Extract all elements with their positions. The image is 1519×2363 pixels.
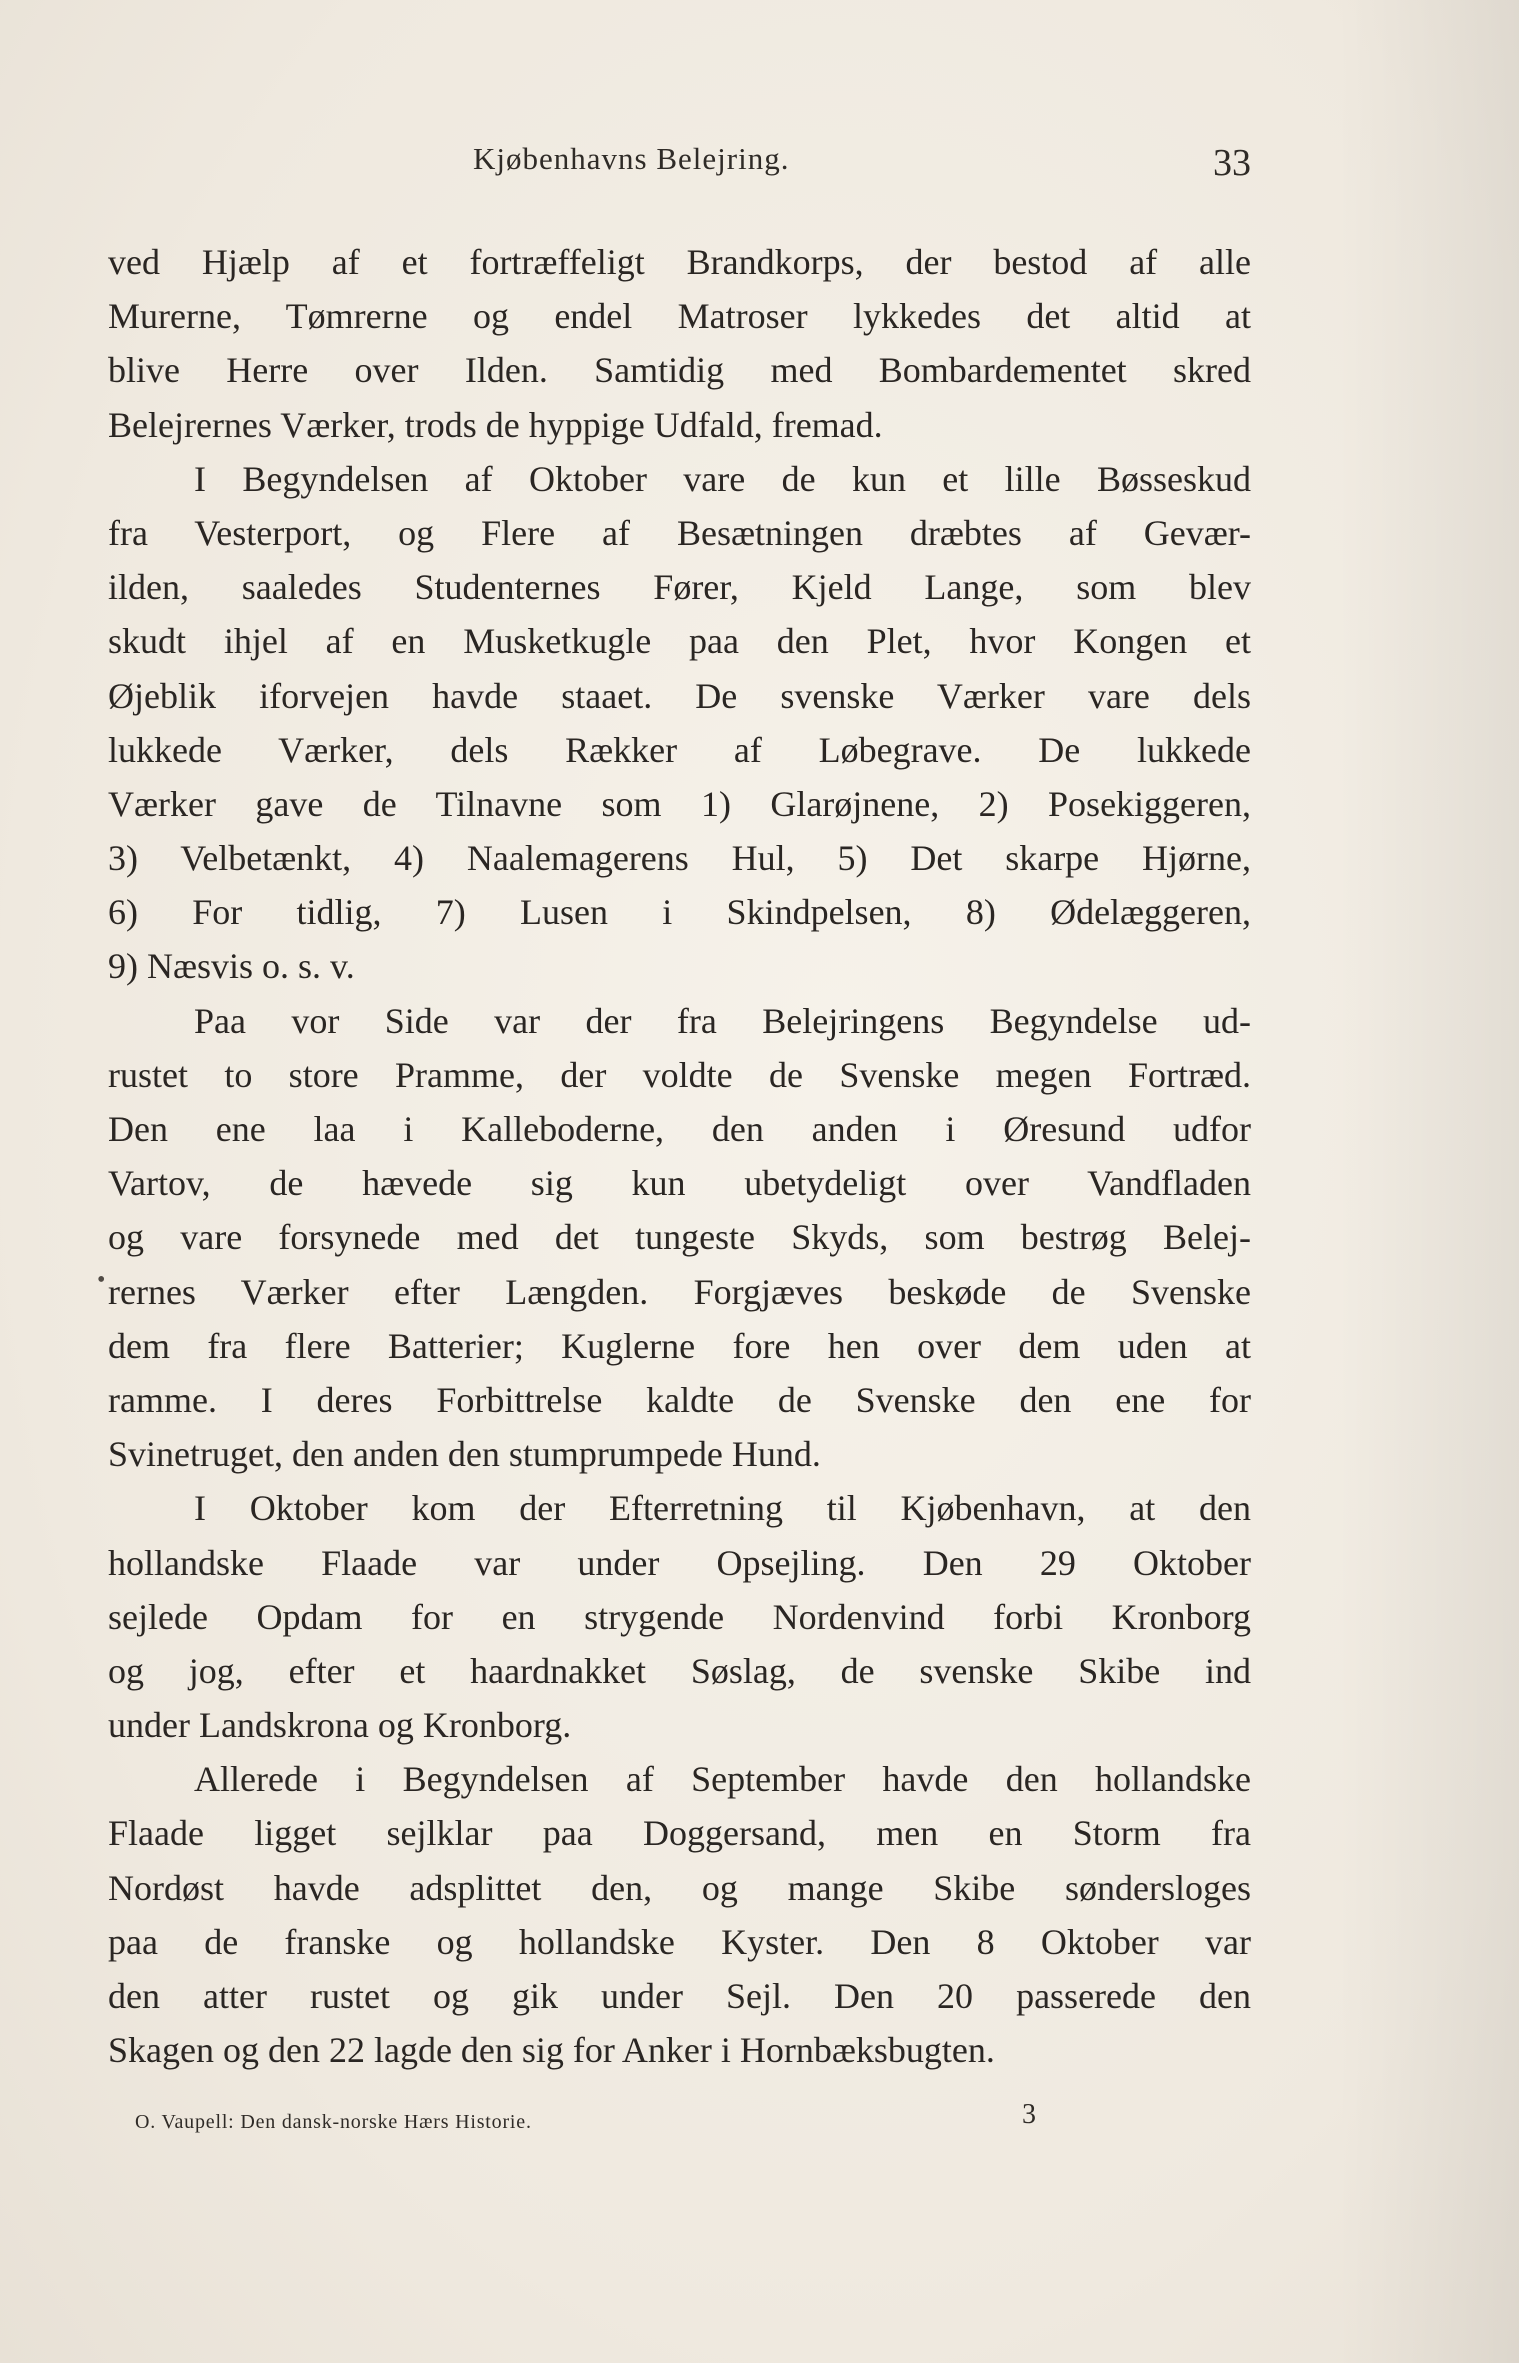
text-line: under Landskrona og Kronborg. — [108, 1705, 572, 1746]
text-line: Belejrernes Værker, trods de hyppige Udfald, fremad. — [108, 404, 883, 445]
text-line: Øjeblik iforvejen havde staaet. De svenske Værker vare dels — [108, 675, 1251, 716]
text-line: fra Vesterport, og Flere af Besætningen dræbtes af Gevær- — [108, 512, 1251, 553]
text-line: ramme. I deres Forbittrelse kaldte de Svenske den ene for — [108, 1379, 1251, 1420]
text-line: ilden, saaledes Studenternes Fører, Kjeld Lange, som blev — [108, 567, 1251, 608]
text-line: og vare forsynede med det tungeste Skyds, som bestrøg Belej- — [108, 1217, 1251, 1258]
text-line: Den ene laa i Kalleboderne, den anden i Øresund udfor — [108, 1109, 1251, 1149]
text-line: 6) For tidlig, 7) Lusen i Skindpelsen, 8) Ødelæggeren, — [108, 892, 1251, 933]
text-line: den atter rustet og gik under Sejl. Den 20 passerede den — [108, 1976, 1251, 2016]
page-header — [108, 141, 1251, 191]
text-line: Skagen og den 22 lagde den sig for Anker i Hornbæksbugten. — [108, 2030, 995, 2071]
footer-note: O. Vaupell: Den dansk-norske Hærs Historie. — [135, 2111, 532, 2133]
text-line: dem fra flere Batterier; Kuglerne fore hen over dem uden at — [108, 1325, 1251, 1366]
text-line: og jog, efter et haardnakket Søslag, de svenske Skibe ind — [108, 1650, 1251, 1691]
text-line: Murerne, Tømrerne og endel Matroser lykkedes det altid at — [108, 296, 1251, 337]
margin-dot-icon: • — [97, 1267, 106, 1293]
text-line: Værker gave de Tilnavne som 1) Glarøjnene, 2) Posekiggeren, — [108, 783, 1251, 824]
text-line: Vartov, de hævede sig kun ubetydeligt over Vandfladen — [108, 1163, 1251, 1204]
text-line: blive Herre over Ilden. Samtidig med Bombardementet skred — [108, 350, 1251, 391]
text-line: Nordøst havde adsplittet den, og mange Skibe søndersloges — [108, 1867, 1251, 1908]
text-line: 3) Velbetænkt, 4) Naalemagerens Hul, 5) Det skarpe Hjørne, — [108, 838, 1251, 879]
paragraph-start-line: I Oktober kom der Efterretning til Kjøbenhavn, at den — [194, 1488, 1251, 1529]
text-line: rernes Værker efter Længden. Forgjæves beskøde de Svenske — [108, 1271, 1251, 1312]
text-line: paa de franske og hollandske Kyster. Den 8 Oktober var — [108, 1921, 1251, 1962]
text-line: lukkede Værker, dels Rækker af Løbegrave. De lukkede — [108, 729, 1251, 770]
paragraph-start-line: Paa vor Side var der fra Belejringens Begyndelse ud- — [194, 1000, 1251, 1041]
running-head: Kjøbenhavns Belejring. — [473, 141, 790, 176]
text-line: hollandske Flaade var under Opsejling. Den 29 Oktober — [108, 1542, 1251, 1583]
page-number: 33 — [1213, 142, 1251, 184]
text-line: Svinetruget, den anden den stumprumpede Hund. — [108, 1434, 821, 1475]
text-line: skudt ihjel af en Musketkugle paa den Plet, hvor Kongen et — [108, 621, 1251, 662]
text-line: ved Hjælp af et fortræffeligt Brandkorps, der bestod af alle — [108, 242, 1251, 282]
text-line: sejlede Opdam for en strygende Nordenvind forbi Kronborg — [108, 1596, 1251, 1637]
paragraph-start-line: Allerede i Begyndelsen af September havde den hollandske — [194, 1759, 1251, 1800]
text-line: rustet to store Pramme, der voldte de Svenske megen Fortræd. — [108, 1054, 1251, 1095]
text-line: 9) Næsvis o. s. v. — [108, 946, 355, 987]
body-text — [108, 235, 1251, 2077]
text-line: Flaade ligget sejlklar paa Doggersand, men en Storm fra — [108, 1813, 1251, 1854]
signature-mark: 3 — [1022, 2099, 1036, 2130]
paragraph-start-line: I Begyndelsen af Oktober vare de kun et lille Bøsseskud — [194, 458, 1251, 499]
